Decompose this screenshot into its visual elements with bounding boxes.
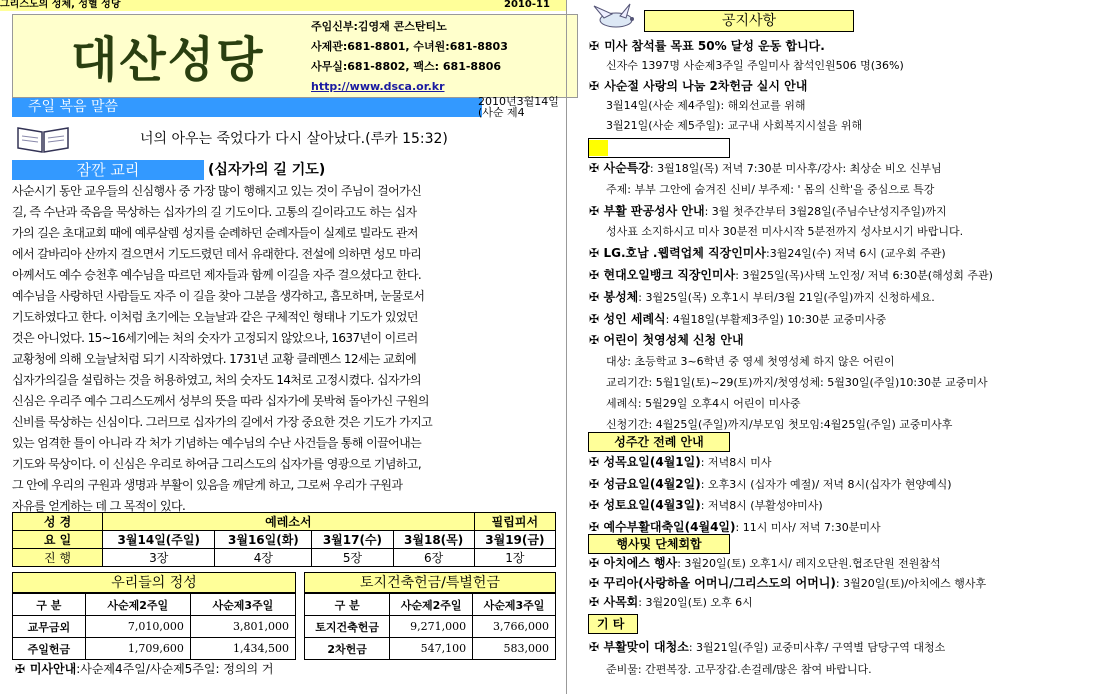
cross-bullet-icon: ✠	[588, 333, 600, 348]
notice-item: 사순특강	[603, 161, 650, 175]
notice-detail: 준비물: 간편복장. 고무장갑.손걸레/많은 참여 바랍니다.	[606, 663, 872, 676]
lesson-line: 신심은 우리주 예수 그리스도께서 성부의 뜻을 따라 십자가에 못박혀 돌아가신 구원의	[12, 394, 429, 408]
cross-bullet-icon: ✠	[588, 311, 600, 326]
table-cell: 3,766,000	[473, 616, 556, 638]
notice-detail: 신자수 1397명 사순제3주일 주일미사 참석인원506 명(36%)	[606, 59, 904, 72]
notice-list	[588, 36, 1108, 136]
notice-item: 봉성체	[603, 289, 639, 304]
table-cell: 583,000	[473, 638, 556, 660]
phone-rectory: 사제관:681-8801, 수녀원:681-8803	[311, 40, 508, 53]
cross-bullet-icon: ✠	[588, 246, 600, 261]
table-cell: 5장	[312, 549, 393, 567]
notice-detail: : 오후3시 (십자가 예절)/ 저녁 8시(십자가 현양예식)	[700, 477, 952, 491]
phone-office: 사무실:681-8802, 팩스: 681-8806	[311, 60, 502, 73]
notice-detail: : 3월25일(목) 오후1시 부터/3월 21일(주일)까지 신청하세요.	[638, 290, 935, 304]
website-link[interactable]: http://www.dsca.or.kr	[311, 80, 445, 93]
table-cell: 4장	[215, 549, 312, 567]
cross-bullet-icon: ✠	[14, 662, 26, 676]
notice-detail: : 4월18일(부활제3주일) 10:30분 교중미사중	[665, 312, 887, 326]
dove-icon	[590, 2, 642, 32]
section-box	[588, 138, 730, 158]
table-cell: 토지건축헌금	[305, 616, 390, 638]
notice-item: 아치에스 행사	[603, 556, 678, 570]
table-cell: 3장	[103, 549, 215, 567]
notice-detail: 성사표 소지하시고 미사 30분전 미사시작 5분전까지 성사보시기 바랍니다.	[606, 225, 964, 239]
gospel-quote: 너의 아우는 죽었다가 다시 살아났다.(루카 15:32)	[140, 131, 448, 147]
liturgy-list	[588, 452, 1108, 538]
notice-detail: :3월24일(수) 저녁 6시 (교우회 주관)	[765, 247, 946, 261]
table-cell: 3월17(수)	[312, 531, 393, 549]
table-cell: 1,434,500	[190, 638, 295, 660]
notice-detail: 신청기간: 4월25일(주일)까지/부모임 첫모임:4월25일(주일) 교중미사후	[606, 417, 953, 431]
notice-item: LG.호남 .웹력업체 직장인미사	[603, 246, 766, 261]
notice-item: 미사 참석률 목표 50% 달성 운동 합니다.	[604, 39, 825, 53]
table-cell: 주일헌금	[13, 638, 86, 660]
row-label: 진 행	[13, 549, 103, 567]
notice-detail: : 3월20일(토) 오후1시/ 레지오단원.협조단원 전원참석	[677, 557, 941, 570]
notice-detail: : 3월20일(토) 오후 6시	[638, 596, 753, 609]
open-book-icon	[16, 124, 70, 154]
notice-detail: : 저녁8시 (부활성야미사)	[700, 499, 823, 512]
notice-detail: 세례식: 5월29일 오후4시 어린이 미사중	[606, 396, 801, 410]
lesson-line: 사순시기 동안 교우들의 신심행사 중 가장 많이 행해지고 있는 것이 주님이 걸어가신	[12, 184, 422, 198]
section-events-title: 행사및 단체회합	[588, 534, 730, 554]
lesson-tag: 잠깐 교리	[12, 160, 204, 180]
table-header: 구 분	[305, 594, 390, 616]
lesson-line: 십자가의길을 설립하는 것을 허용하였고, 처의 숫자도 14처로 고정시켰다. 십자가의	[12, 373, 421, 387]
row-label: 요 일	[13, 531, 103, 549]
table-cell: 3월18(목)	[393, 531, 474, 549]
pastor-name: 주임신부:김영재 콘스탄티노	[311, 20, 447, 33]
cross-bullet-icon: ✠	[588, 476, 600, 491]
notice-detail: 3월21일(사순 제5주일): 교구내 사회복지시설을 위해	[606, 119, 863, 132]
cross-bullet-icon: ✠	[588, 455, 600, 469]
table-header: 사순제3주일	[190, 594, 295, 616]
lesson-line: 신비를 묵상하는 신심이다. 그러므로 십자가의 길에서 가장 중요한 것은 기도가 가지고	[12, 415, 433, 429]
contact-info	[311, 17, 508, 97]
column-divider	[566, 0, 567, 694]
cross-bullet-icon: ✠	[588, 519, 600, 534]
notice-detail: 교리기간: 5월1일(토)~29(토)까지/첫영성체: 5월30일(주일)10:30분 교중미사	[606, 375, 988, 389]
table-cell: 교무금외	[13, 616, 86, 638]
notice-item: 사목회	[603, 595, 639, 609]
cross-bullet-icon: ✠	[588, 556, 600, 570]
gospel-date: 2010년3월14일 (사순 제4	[478, 96, 559, 119]
group-list	[588, 554, 1108, 613]
notice-item: 성금요일(4월2일)	[603, 476, 701, 491]
masthead	[12, 14, 578, 98]
notice-item: 사순절 사랑의 나눔 2차헌금 실시 안내	[604, 79, 808, 93]
notice-detail: : 3월18일(목) 저녁 7:30분 미사후/강사: 최상순 비오 신부님	[649, 162, 942, 175]
lesson-body	[12, 181, 512, 517]
table-header: 구 분	[13, 594, 86, 616]
event-list	[588, 158, 1108, 435]
table-cell: 547,100	[390, 638, 473, 660]
cross-bullet-icon: ✠	[588, 289, 600, 304]
building-fund-table	[304, 593, 556, 660]
lesson-line: 길, 즉 수난과 죽음을 묵상하는 십자가의 길 기도이다. 고통의 길이라고도 하는 십자	[12, 205, 417, 219]
cross-bullet-icon: ✠	[588, 595, 600, 609]
table-cell: 1,709,600	[85, 638, 190, 660]
notice-item: 성목요일(4월1일)	[603, 455, 701, 469]
table-cell: 3월14일(주일)	[103, 531, 215, 549]
table-header: 사순제2주일	[85, 594, 190, 616]
lesson-line: 가의 길은 초대교회 때에 예루살렘 성지를 순례하던 순례자들이 실제로 빌라도 관저	[12, 226, 418, 240]
notice-detail: : 11시 미사/ 저녁 7:30분미사	[735, 520, 881, 534]
lesson-line: 예수님을 사랑하던 사람들도 자주 이 길을 찾아 그분을 생각하고, 흠모하며, 눈물로서	[12, 289, 425, 303]
cross-bullet-icon: ✠	[588, 39, 600, 53]
notice-title: 공지사항	[644, 10, 854, 32]
section-liturgy-title: 성주간 전례 안내	[588, 432, 730, 452]
table-header: 필립피서	[474, 513, 555, 531]
notice-item: 부활 판공성사 안내	[603, 203, 705, 218]
lesson-line: 그 안에 우리의 구원과 생명과 부활이 있음을 깨닫게 하고, 그로써 우리가 구원과	[12, 478, 403, 492]
notice-detail: 3월14일(사순 제4주일): 해외선교를 위해	[606, 99, 806, 112]
lesson-title: (십자가의 길 기도)	[208, 162, 326, 178]
notice-detail: : 3월20일(토)/아치에스 행사후	[835, 576, 987, 590]
offering-table	[12, 593, 296, 660]
notice-detail: : 3월25일(목)사택 노인정/ 저녁 6:30분(해성회 주관)	[735, 268, 993, 282]
cross-bullet-icon: ✠	[588, 640, 600, 654]
lesson-line: 아께서도 예수 승천후 예수님을 따르던 제자들과 함께 이길을 자주 걸으셨다고 한다.	[12, 268, 422, 282]
cross-bullet-icon: ✠	[588, 498, 600, 512]
table-cell: 3월16일(화)	[215, 531, 312, 549]
notice-detail: : 저녁8시 미사	[700, 456, 772, 469]
notice-detail: : 3월21일(주일) 교중미사후/ 구역별 담당구역 대청소	[688, 641, 946, 654]
header-strip	[0, 0, 566, 11]
cross-bullet-icon: ✠	[588, 79, 600, 93]
mass-guide-label: 미사안내	[29, 662, 77, 676]
table-cell: 1장	[474, 549, 555, 567]
notice-item: 성인 세례식	[603, 311, 666, 326]
table-cell: 3,801,000	[190, 616, 295, 638]
lesson-line: 있는 엄격한 틀이 아니라 각 처가 기념하는 예수님의 수난 사건들을 통해 이끌어내는	[12, 436, 422, 450]
cross-bullet-icon: ✠	[588, 575, 600, 590]
table-header: 사순제3주일	[473, 594, 556, 616]
offering-title: 우리들의 정성	[12, 572, 296, 593]
cross-bullet-icon: ✠	[588, 161, 600, 175]
gospel-label: 주일 복음 말씀	[12, 98, 482, 117]
parish-full-name: 그리스도의 성체, 성혈 성당	[0, 0, 121, 10]
lesson-line: 자유를 얻게하는 데 그 목적이 있다.	[12, 499, 186, 513]
issue-number: 2010-11	[504, 0, 550, 10]
lesson-line: 에서 갈바리아 산까지 걸으면서 기도드렸던 데서 유래한다. 전설에 의하면 성모 마리	[12, 247, 422, 261]
table-header: 예레소서	[103, 513, 475, 531]
cross-bullet-icon: ✠	[588, 203, 600, 218]
table-cell: 7,010,000	[85, 616, 190, 638]
lesson-line: 기도하였다고 한다. 이처럼 초기에는 오늘날과 같은 구체적인 형태나 기도가 있었던	[12, 310, 418, 324]
table-cell: 2차헌금	[305, 638, 390, 660]
notice-item: 성토요일(4월3일)	[603, 498, 701, 512]
table-cell: 9,271,000	[390, 616, 473, 638]
notice-detail: : 3월 첫주간부터 3월28일(주님수난성지주일)까지	[704, 204, 947, 218]
notice-detail: 주제: 부부 그안에 숨겨진 신비/ 부주제: ' 몸의 신학'을 중심으로 특강	[606, 182, 935, 196]
table-header: 사순제2주일	[390, 594, 473, 616]
notice-item: 어린이 첫영성체 신청 안내	[603, 333, 744, 348]
parish-logo-text: 대산성당	[71, 32, 265, 88]
notice-detail: 대상: 초등학교 3~6학년 중 영세 첫영성체 하지 않은 어린이	[606, 355, 895, 369]
notice-item: 현대오일뱅크 직장인미사	[603, 267, 736, 282]
table-header: 성 경	[13, 513, 103, 531]
notice-item: 부활맞이 대청소	[603, 640, 689, 654]
table-cell: 6장	[393, 549, 474, 567]
mass-guide	[14, 660, 274, 677]
etc-list	[588, 636, 1108, 681]
lesson-line: 교황청에 의해 오늘날처럼 되기 시작하였다. 1731년 교황 클레멘스 12세는 교회에	[12, 352, 417, 366]
section-etc-title: 기 타	[588, 614, 638, 634]
notice-item: 예수부활대축일(4월4일)	[603, 519, 736, 534]
lesson-line: 기도와 묵상이다. 이 신심은 우리로 하여금 그리스도의 십자가를 영광으로 기념하고,	[12, 457, 422, 471]
reading-schedule-table	[12, 512, 556, 567]
cross-bullet-icon: ✠	[588, 267, 600, 282]
notice-item: 꾸리아(사랑하올 어머니/그리스도의 어머니)	[603, 575, 836, 590]
mass-guide-text: :사순제4주일/사순제5주일: 정의의 거	[76, 662, 274, 676]
building-fund-title: 토지건축헌금/특별헌금	[304, 572, 556, 593]
lesson-line: 것은 아니었다. 15~16세기에는 처의 숫자가 고정되지 않았으나, 1637년이 이르러	[12, 331, 418, 345]
table-cell: 3월19(금)	[474, 531, 555, 549]
